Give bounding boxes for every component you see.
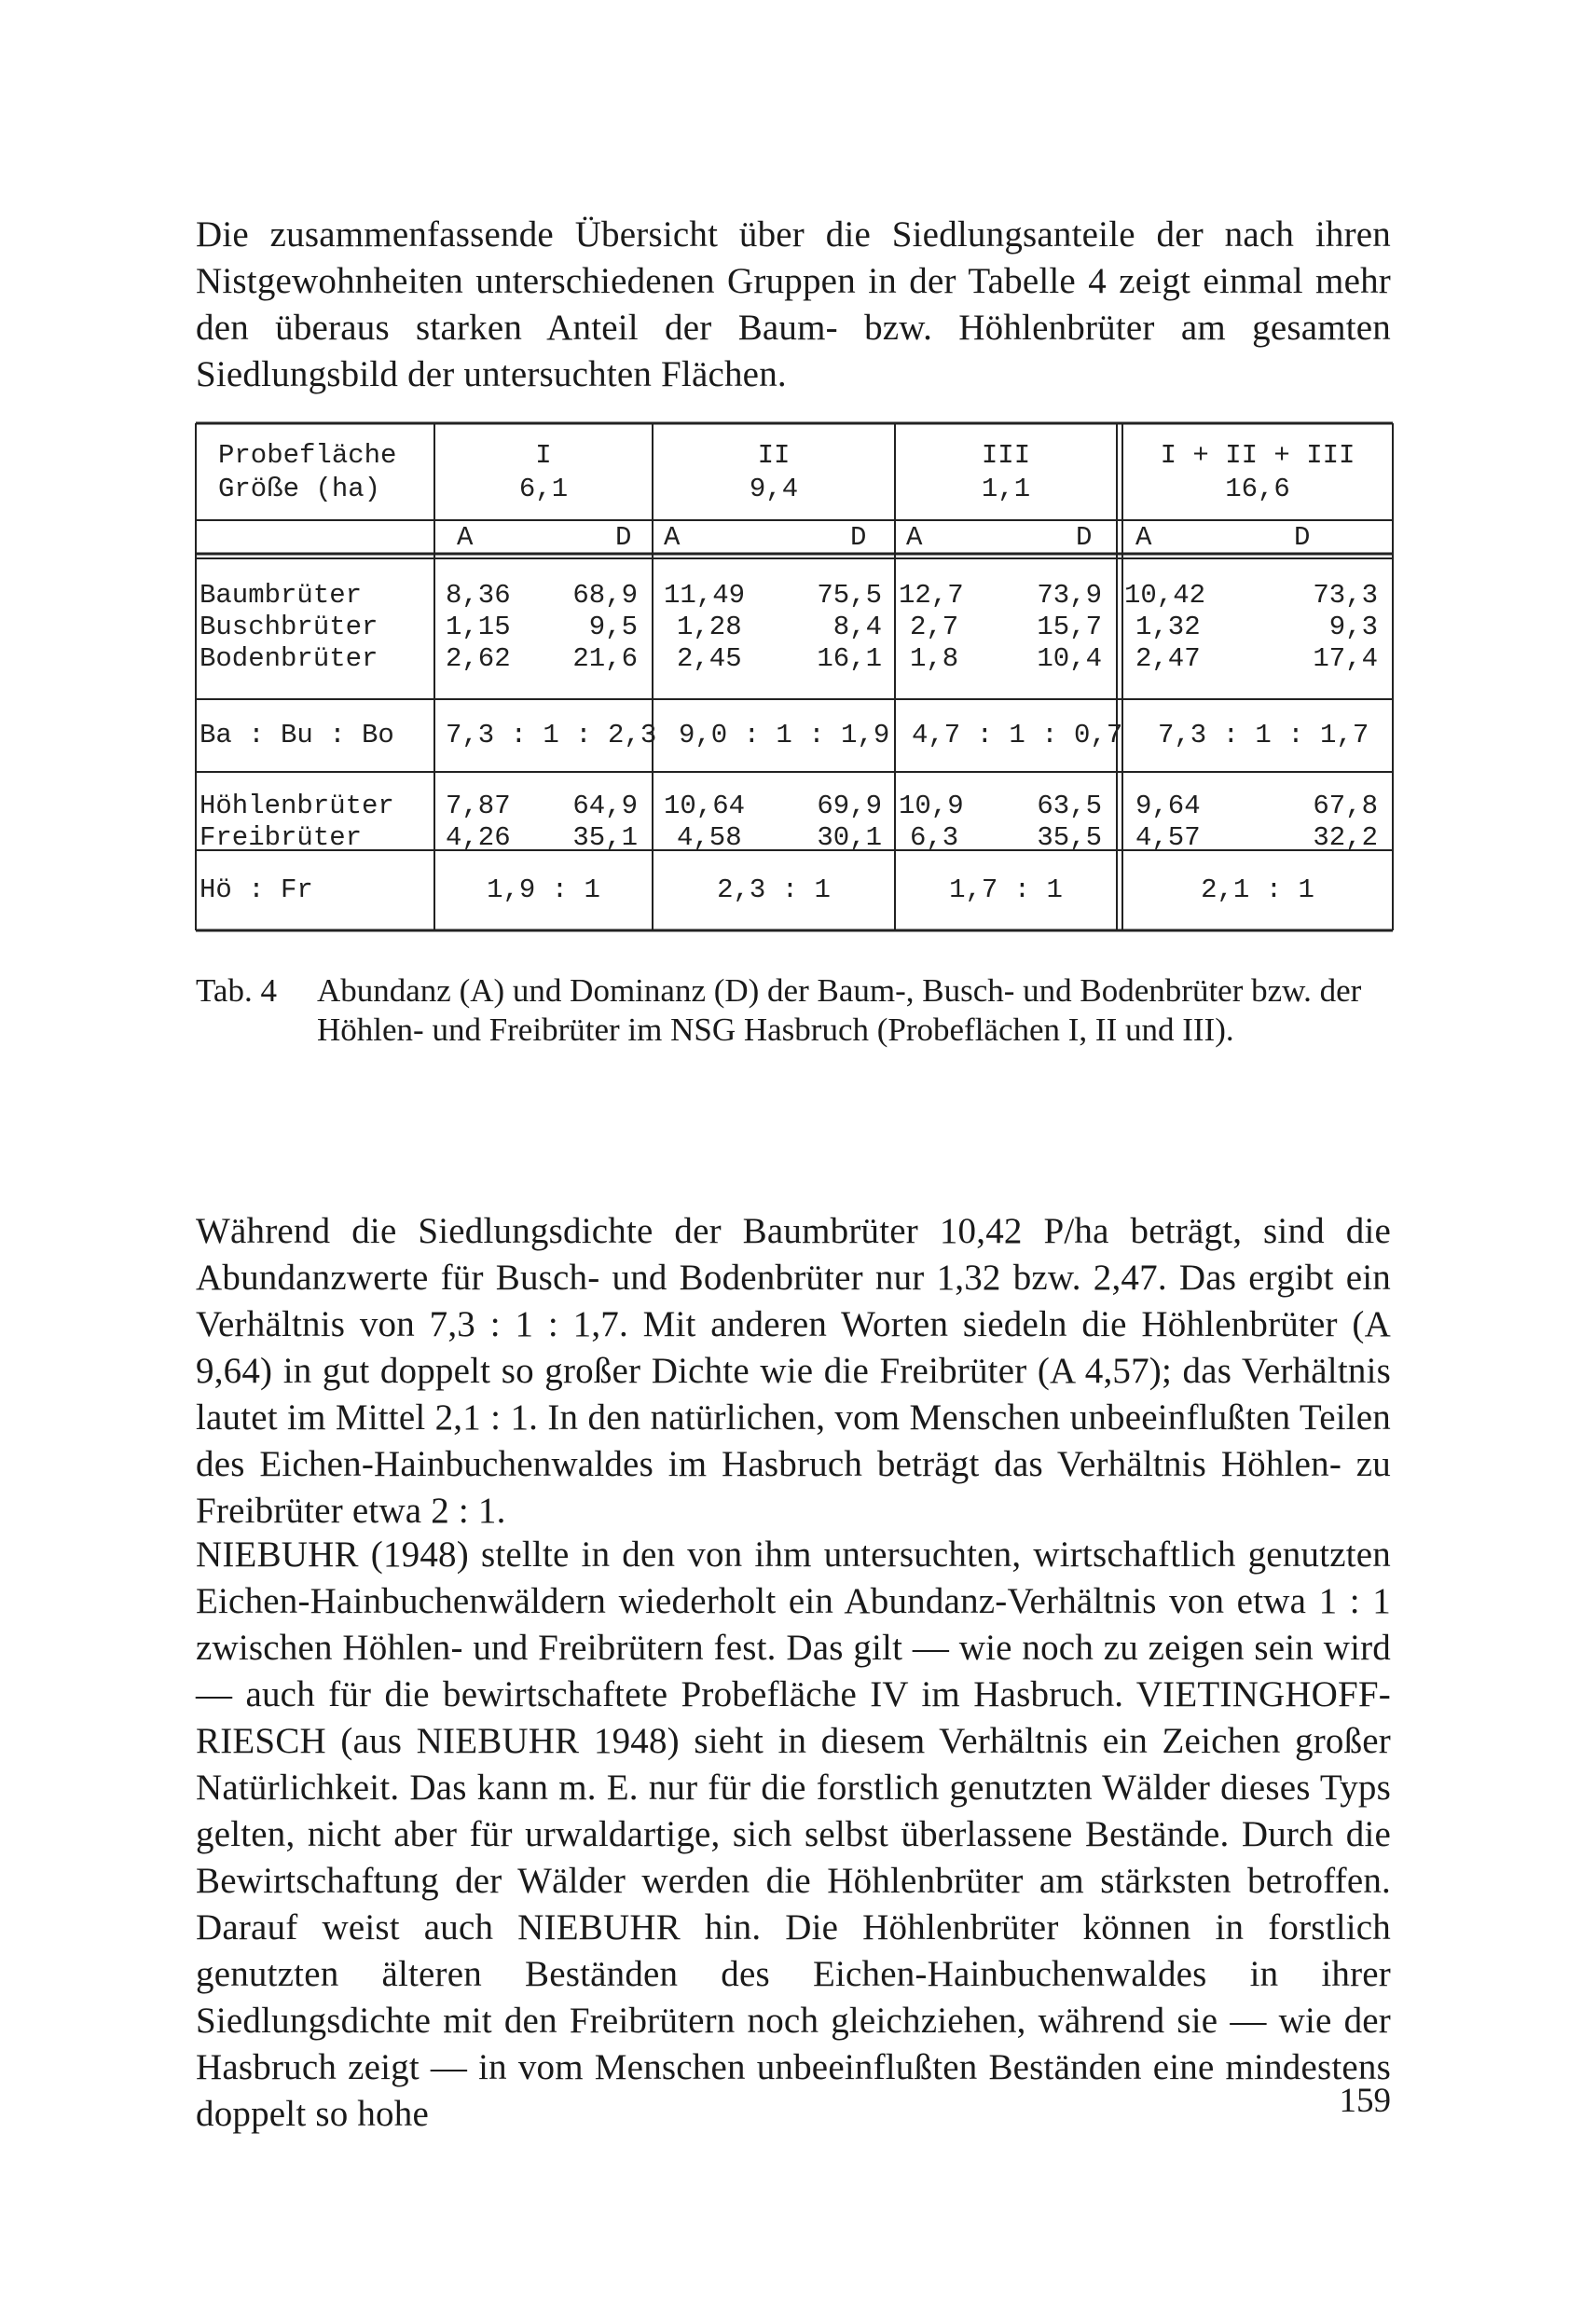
subheader-a: A: [1135, 522, 1152, 553]
row-label: Freibrüter: [200, 822, 363, 853]
cell-d: 64,9: [572, 791, 638, 821]
cell-a: 1,28: [677, 612, 742, 642]
cell-a: 2,62: [446, 643, 511, 674]
abundance-table: [194, 421, 1395, 934]
cell-d: 35,1: [572, 822, 638, 853]
cell-d: 15,7: [1037, 612, 1102, 642]
caption-text: Abundanz (A) und Dominanz (D) der Baum-, Busch- und Bodenbrüter bzw. der Höhlen- und Freibrüter im NSG Hasbruch (Probeflächen I, II und III).: [317, 972, 1362, 1048]
cell-d: 16,1: [817, 643, 882, 674]
cell-a: 4,26: [446, 822, 511, 853]
area-I-size: 6,1: [518, 474, 569, 504]
caption-label: Tab. 4: [196, 972, 277, 1009]
ratio-cell: 7,3 : 1 : 2,3: [446, 720, 657, 750]
cell-a: 6,3: [910, 822, 959, 853]
cell-a: 10,42: [1124, 580, 1206, 611]
cell-d: 8,4: [832, 612, 882, 642]
subheader-a: A: [457, 522, 474, 553]
cell-d: 21,6: [572, 643, 638, 674]
subheader-d: D: [850, 522, 867, 553]
area-II-size: 9,4: [749, 474, 799, 504]
cell-a: 4,58: [677, 822, 742, 853]
row-label: Höhlenbrüter: [200, 791, 394, 821]
ratio-cell: 2,1 : 1: [1201, 874, 1314, 905]
ratio-cell: 1,9 : 1: [487, 874, 600, 905]
row-label: Ba : Bu : Bo: [200, 720, 394, 750]
cell-d: 9,5: [588, 612, 638, 642]
header-label-size: Größe (ha): [218, 474, 381, 504]
row-label: Hö : Fr: [200, 874, 313, 905]
area-total-size: 16,6: [1225, 474, 1290, 504]
cell-a: 7,87: [446, 791, 511, 821]
area-II-header: II: [757, 440, 791, 471]
intro-paragraph: Die zusammenfassende Übersicht über die Siedlungsanteile der nach ihren Nistgewohnheiten unterschiedenen Gruppen in der Tabelle 4 zeigt einmal mehr den überaus starken Anteil der Baum- bzw. Höhlenbrüter am gesamten Siedlungsbild der untersuchten Flächen.: [196, 214, 1391, 394]
cell-a: 2,7: [910, 612, 959, 642]
ratio-cell: 7,3 : 1 : 1,7: [1158, 720, 1369, 750]
cell-a: 11,49: [664, 580, 746, 611]
cell-d: 10,4: [1037, 643, 1102, 674]
area-I-header: I: [535, 440, 552, 471]
ratio-cell: 2,3 : 1: [717, 874, 831, 905]
subheader-a: A: [906, 522, 923, 553]
cell-a: 1,8: [910, 643, 959, 674]
row-label: Baumbrüter: [200, 580, 363, 611]
subheader-a: A: [664, 522, 681, 553]
cell-a: 2,45: [677, 643, 742, 674]
cell-d: 67,8: [1313, 791, 1378, 821]
cell-a: 9,64: [1135, 791, 1201, 821]
cell-a: 1,32: [1135, 612, 1201, 642]
cell-a: 10,9: [899, 791, 964, 821]
subheader-d: D: [615, 522, 632, 553]
cell-a: 8,36: [446, 580, 511, 611]
area-total-header: I + II + III: [1160, 440, 1355, 471]
cell-d: 63,5: [1037, 791, 1102, 821]
area-III-size: 1,1: [981, 474, 1031, 504]
ratio-cell: 1,7 : 1: [949, 874, 1063, 905]
ratio-cell: 4,7 : 1 : 0,7: [912, 720, 1123, 750]
cell-a: 12,7: [899, 580, 964, 611]
cell-d: 69,9: [817, 791, 882, 821]
cell-d: 73,3: [1313, 580, 1378, 611]
subheader-d: D: [1076, 522, 1093, 553]
cell-a: 2,47: [1135, 643, 1201, 674]
cell-d: 30,1: [817, 822, 882, 853]
cell-d: 75,5: [817, 580, 882, 611]
ratio-cell: 9,0 : 1 : 1,9: [679, 720, 890, 750]
cell-d: 17,4: [1313, 643, 1378, 674]
cell-a: 10,64: [664, 791, 746, 821]
header-label-area: Probefläche: [218, 440, 397, 471]
cell-d: 9,3: [1328, 612, 1378, 642]
cell-a: 1,15: [446, 612, 511, 642]
cell-d: 73,9: [1037, 580, 1102, 611]
cell-a: 4,57: [1135, 822, 1201, 853]
area-III-header: III: [981, 440, 1031, 471]
row-label: Buschbrüter: [200, 612, 378, 642]
cell-d: 68,9: [572, 580, 638, 611]
body-paragraph-2: Während die Siedlungsdichte der Baumbrüter 10,42 P/ha beträgt, sind die Abundanzwerte für Busch- und Bodenbrüter nur 1,32 bzw. 2,47. Das ergibt ein Verhältnis von 7,3 : 1 : 1,7. Mit anderen Worten siedeln die Höhlenbrüter (A 9,64) in gut doppelt so großer Dichte wie die Freibrüter (A 4,57); das Verhältnis lautet im Mittel 2,1 : 1. In den natürlichen, vom Menschen unbeeinflußten Teilen des Eichen-Hainbuchenwaldes im Hasbruch beträgt das Verhältnis Höhlen- zu Freibrüter etwa 2 : 1.: [196, 1211, 1391, 1531]
page-number: 159: [1339, 2082, 1391, 2120]
cell-d: 35,5: [1037, 822, 1102, 853]
cell-d: 32,2: [1313, 822, 1378, 853]
subheader-d: D: [1294, 522, 1311, 553]
body-paragraph-3: NIEBUHR (1948) stellte in den von ihm untersuchten, wirtschaftlich genutzten Eichen-Hainbuchenwäldern wiederholt ein Abundanz-Verhältnis von etwa 1 : 1 zwischen Höhlen- und Freibrütern fest. Das gilt — wie noch zu zeigen sein wird — auch für die bewirtschaftete Probefläche IV im Hasbruch. VIETINGHOFF-RIESCH (aus NIEBUHR 1948) sieht in diesem Verhältnis ein Zeichen großer Natürlichkeit. Das kann m. E. nur für die forstlich genutzten Wälder dieses Typs gelten, nicht aber für urwaldartige, sich selbst überlassene Bestände. Durch die Bewirtschaftung der Wälder werden die Höhlenbrüter am stärksten betroffen. Darauf weist auch NIEBUHR hin. Die Höhlenbrüter können in forstlich genutzten älteren Beständen des Eichen-Hainbuchenwaldes in ihrer Siedlungsdichte mit den Freibrütern noch gleichziehen, während sie — wie der Hasbruch zeigt — in vom Menschen unbeeinflußten Beständen eine mindestens doppelt so hohe: [196, 1534, 1391, 2134]
row-label: Bodenbrüter: [200, 643, 378, 674]
